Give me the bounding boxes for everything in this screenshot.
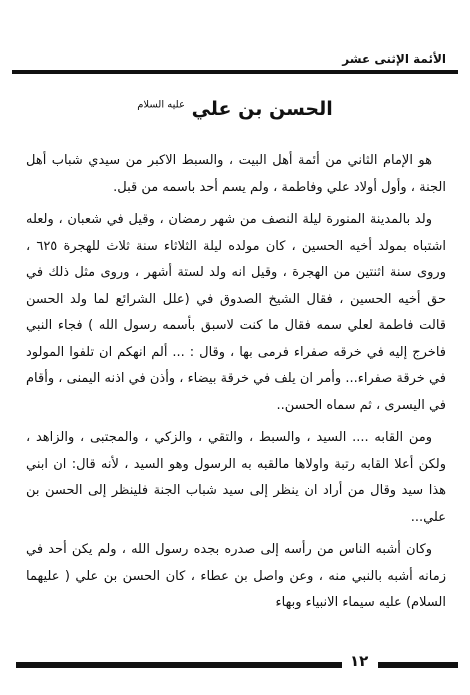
chapter-title [0, 98, 470, 120]
chapter-title-text: الحسن بن علي [191, 98, 333, 120]
paragraph: هو الإمام الثاني من أئمة أهل البيت ، والسبط الاكبر من سيدي شباب أهل الجنة ، وأول أولاد علي وفاطمة ، ولم يسم أحد باسمه من قبل. [26, 153, 446, 195]
footer-rule-short [378, 662, 458, 668]
paragraph: ولد بالمدينة المنورة ليلة النصف من شهر رمضان ، وقيل في شعبان ، ولعله اشتباه بمولد أخيه الحسين ، كان مولده ليلة الثلاثاء سنة ثلاث للهجرة ٦٢٥ ، وروى سنة اثنتين من الهجرة ، وقيل انه ولد لستة أشهر ، وروى مثل ذلك في حق أخيه الحسين ، فقال الشيخ الصدوق في (علل الشرائع لما ولد الحسن قالت فاطمة لعلي سمه فقال ما كنت لاسبق بأسمه رسول الله ) فجاء النبي فاخرج إليه في خرقه صفراء فرمى بها ، وقال : ... ألم انهكم ان تلفوا المولود في خرقة صفراء... وأمر ان يلف في خرقة بيضاء ، وأذن في اذنه اليمنى ، وأقام في اليسرى ، ثم سماه الحسن.. [26, 212, 446, 413]
honorific-glyph: عليه السلام [137, 99, 185, 111]
body-text [26, 148, 446, 623]
running-header: الأئمة الإثنى عشر [342, 52, 446, 66]
header-rule [12, 70, 458, 74]
paragraph: وكان أشبه الناس من رأسه إلى صدره بجده رسول الله ، ولم يكن أحد في زمانه أشبه بالنبي منه ، وعن واصل بن عطاء ، كان الحسن بن علي ( عليهما السلام) عليه سيماء الانبياء وبهاء [26, 542, 446, 610]
footer-rule [16, 662, 342, 668]
paragraph: ومن القابه .... السيد ، والسبط ، والتقي ، والزكي ، والمجتبى ، والزاهد ، ولكن أعلا القابه رتبة واولاها مالقبه به الرسول وهو السيد ، لأنه قال: ان ابني هذا سيد وقال من أراد ان ينظر إلى سيد شباب الجنة فلينظر إلى الحسن بن علي... [26, 430, 446, 525]
page-number: ١٢ [350, 652, 369, 670]
